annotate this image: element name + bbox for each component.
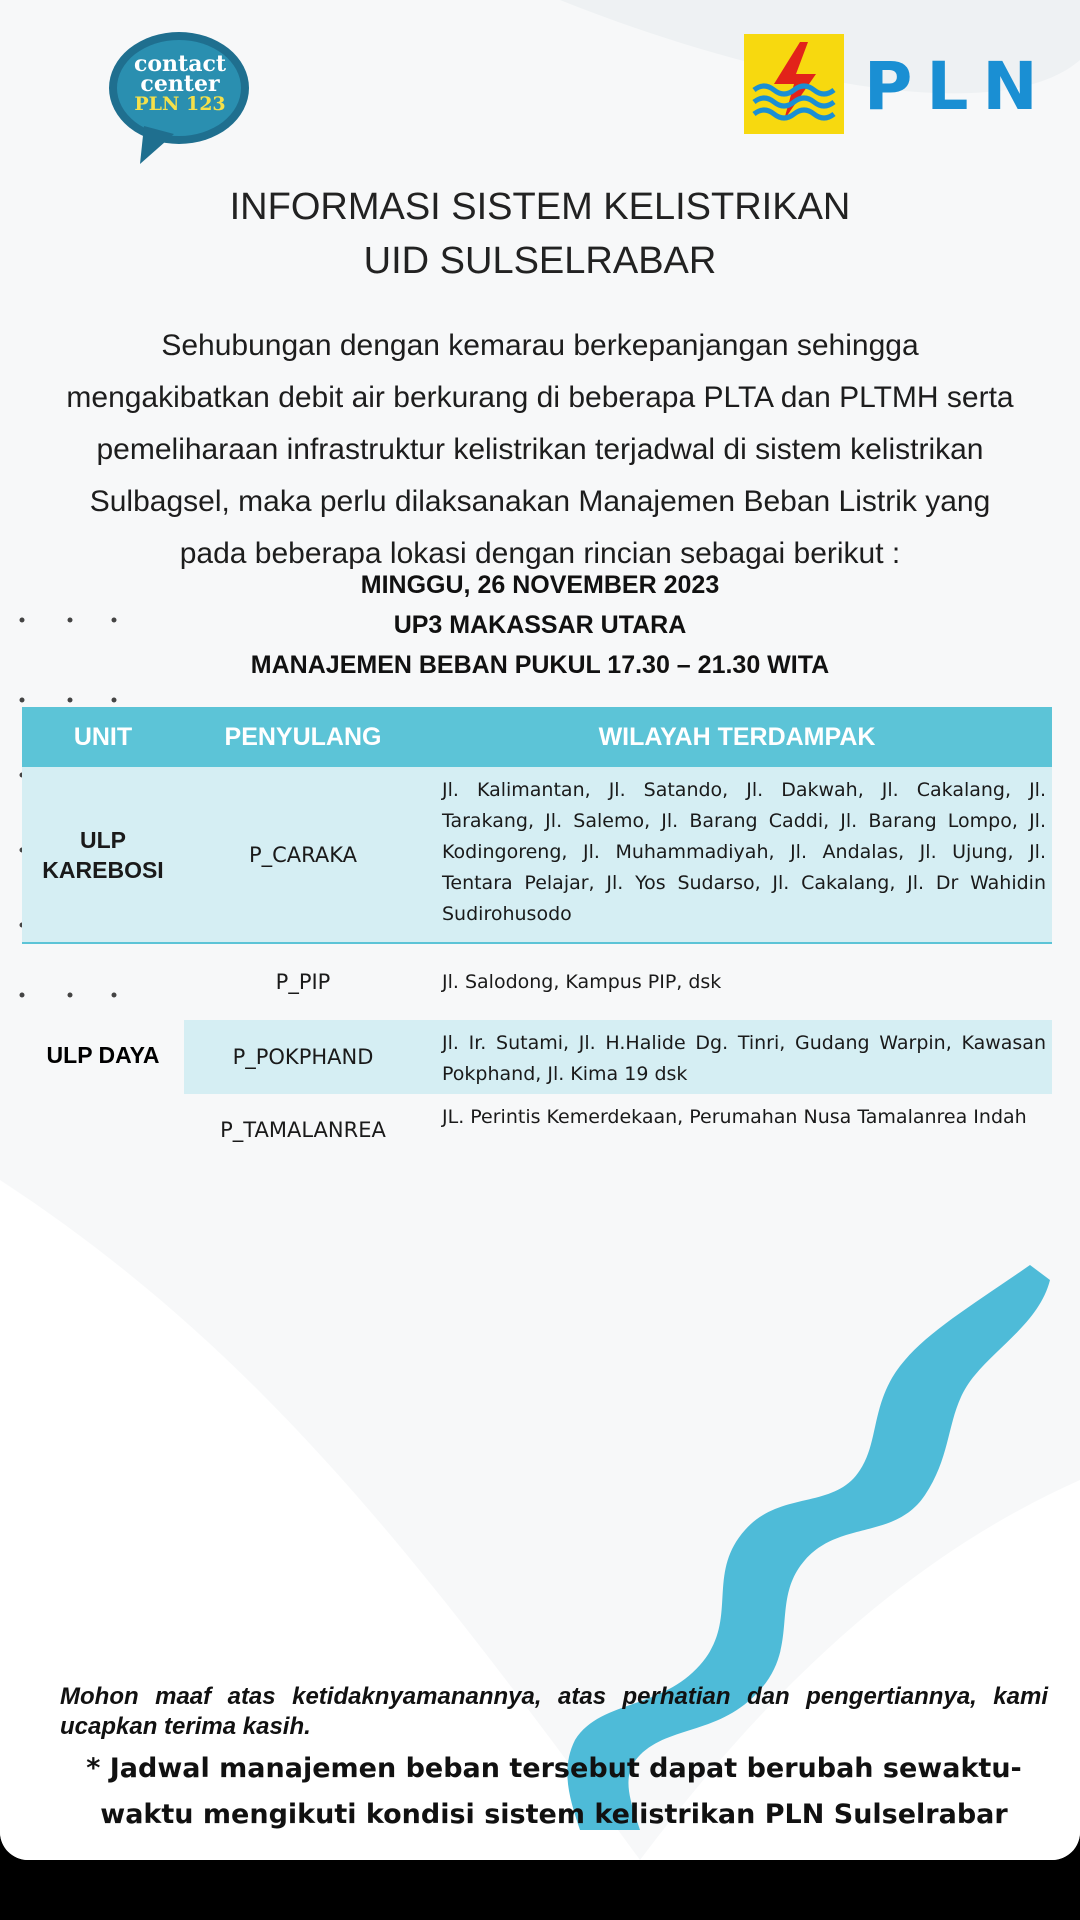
decorative-dots (18, 615, 128, 625)
header-wilayah: WILAYAH TERDAMPAK (598, 722, 876, 751)
contact-center-label: contact center PLN 123 (133, 51, 227, 115)
table-row (184, 1094, 1052, 1166)
schedule-date: MINGGU, 26 NOVEMBER 2023 (360, 571, 720, 599)
header-penyulang: PENYULANG (224, 722, 382, 751)
penyulang-cell: P_POKPHAND (232, 1045, 374, 1069)
page-title (0, 180, 1080, 288)
penyulang-cell: P_PIP (275, 970, 331, 994)
unit-cell: ULP KAREBOSI (22, 767, 184, 942)
decorative-dots (18, 695, 128, 705)
schedule-unit: UP3 MAKASSAR UTARA (393, 611, 687, 639)
schedule-time: MANAJEMEN BEBAN PUKUL 17.30 – 21.30 WITA (250, 651, 830, 679)
schedule-block (0, 565, 1080, 685)
table-header (22, 707, 1052, 767)
wilayah-cell: Jl. Ir. Sutami, Jl. H.Halide Dg. Tinri, Gudang Warpin, Kawasan Pokphand, Jl. Kima 19 dsk (442, 1032, 1046, 1085)
unit-group (22, 944, 1052, 1166)
screen-bottom-bar (0, 1860, 1080, 1920)
header-unit: UNIT (73, 722, 133, 751)
apology-text: Mohon maaf atas ketidaknyamanannya, atas perhatian dan pengertiannya, kami ucapkan terima kasih. (60, 1683, 1048, 1740)
unit-cell: ULP DAYA (46, 1041, 160, 1068)
table-row (22, 767, 1052, 942)
title-line-1: INFORMASI SISTEM KELISTRIKAN (229, 186, 851, 228)
table-row (184, 944, 1052, 1020)
table-row (184, 1020, 1052, 1094)
intro-paragraph: Sehubungan dengan kemarau berkepanjangan sehingga mengakibatkan debit air berkurang di beberapa PLTA dan PLTMH serta pemeliharaan infrastruktur kelistrikan terjadwal di sistem kelistrikan Sulbagsel, maka perlu dilaksanakan Manajemen Beban Listrik yang pada beberapa lokasi dengan rincian sebagai berikut : (66, 329, 1014, 570)
affected-areas-table (22, 707, 1052, 1166)
wilayah-cell: Jl. Kalimantan, Jl. Satando, Jl. Dakwah, Jl. Cakalang, Jl. Tarakang, Jl. Salemo, Jl. Barang Caddi, Jl. Barang Lompo, Jl. Kodingoreng, Jl. Muhammadiyah, Jl. Andalas, Jl. Ujung, Jl. Tentara Pelajar, Jl. Yos Sudarso, Jl. Cakalang, Jl. Dr Wahidin Sudirohusodo (422, 767, 1052, 942)
penyulang-cell: P_CARAKA (184, 767, 422, 942)
pln-brand-name: PLN (864, 48, 1052, 125)
penyulang-cell: P_TAMALANREA (220, 1118, 386, 1142)
wilayah-cell: Jl. Salodong, Kampus PIP, dsk (442, 970, 722, 993)
title-line-2: UID SULSELRABAR (363, 240, 717, 282)
schedule-change-note: * Jadwal manajemen beban tersebut dapat berubah sewaktu-waktu mengikuti kondisi sistem kelistrikan PLN Sulselrabar (86, 1753, 1022, 1830)
pln-lightning-icon (744, 34, 844, 134)
wilayah-cell: JL. Perintis Kemerdekaan, Perumahan Nusa Tamalanrea Indah (442, 1106, 1027, 1128)
